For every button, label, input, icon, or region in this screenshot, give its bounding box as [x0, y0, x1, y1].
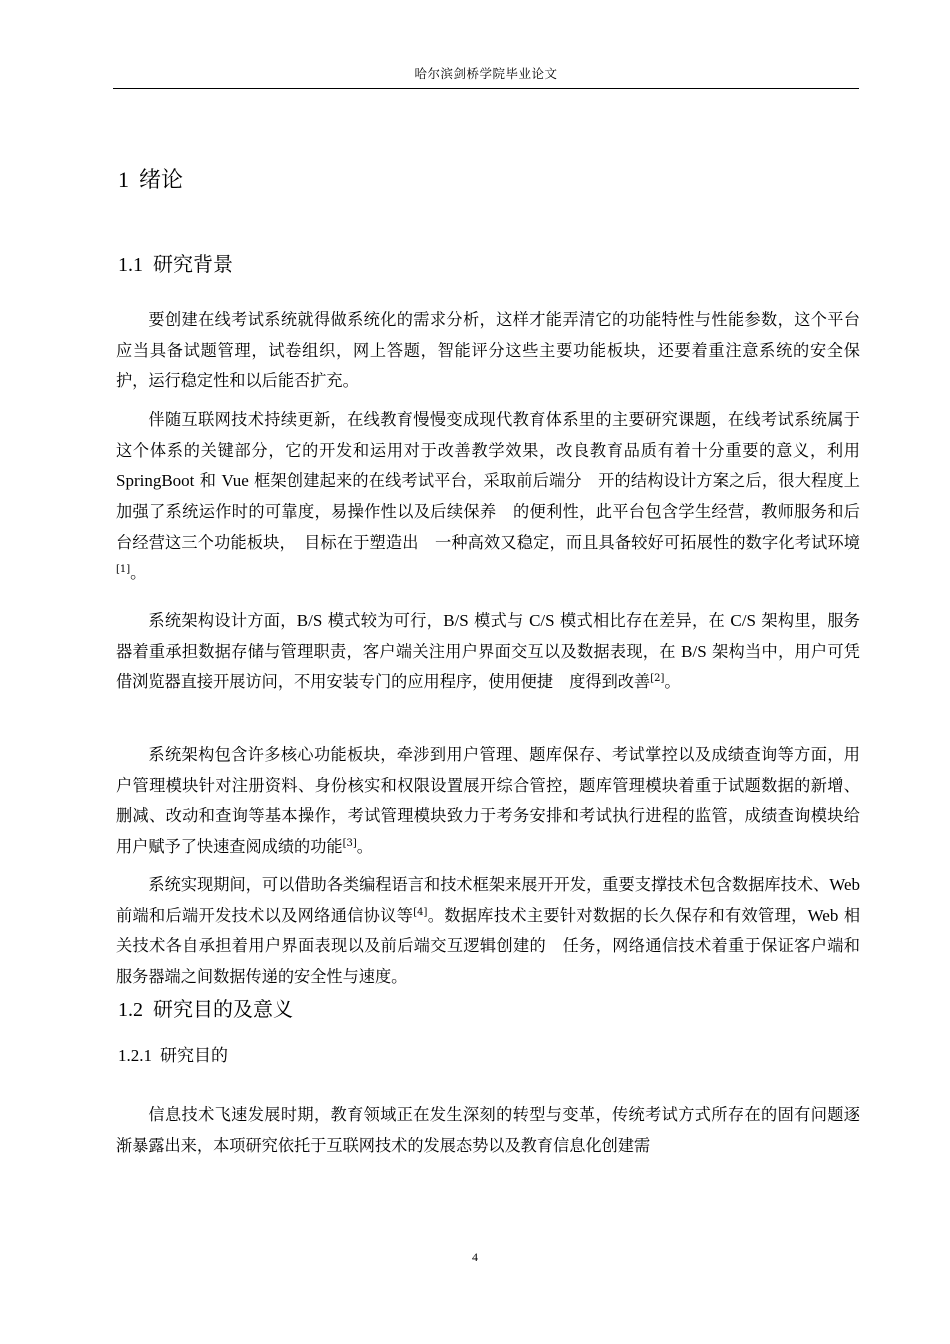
paragraph-text: 系统架构包含许多核心功能板块，牵涉到用户管理、题库保存、考试掌控以及成绩查询等方面，用户管理模块针对注册资料、身份核实和权限设置展开综合管控，题库管理模块着重于试题数据的新增、删减、改动和查询等基本操作，考试管理模块致力于考务安排和考试执行进程的监管，成绩查询模块给用户赋予了快速查阅成绩的功能 [116, 745, 860, 856]
paragraph-text: 架构当中，用户可凭借浏览器直接开展访问，不用安装专门的应用程序，使用便捷 度得到改善 [116, 641, 860, 692]
paragraph-text: 和 [194, 471, 222, 491]
tech-term: SpringBoot [116, 471, 195, 491]
paragraph-text: 要创建在线考试系统就得做系统化的需求分析，这样才能弄清它的功能特性与性能参数，这个平台应当具备试题管理，试卷组织，网上答题，智能评分这些主要功能板块，还要着重注意系统的安全保护，运行稳定性和以后能否扩充。 [116, 310, 860, 391]
paragraph-text: 。 [130, 563, 147, 583]
paragraph-text: 。 [664, 672, 681, 692]
paragraph-implementation [116, 870, 860, 992]
tech-term: C/S [529, 611, 555, 631]
subsection-number: 1.2.1 [118, 1046, 152, 1065]
citation-ref: [2] [650, 673, 665, 685]
subsection-title: 研究目的 [160, 1046, 228, 1066]
section-number: 1.1 [118, 254, 143, 276]
paragraph-architecture [116, 606, 860, 698]
paragraph-text: 框架创建起来的在线考试平台，采取前后端分 开的结构设计方案之后，很大程度上加强了系统运作时的可靠度，易操作性以及后续保养 的便利性，此平台包含学生经营，教师服务和后台经营这三个功能板块， 目标在于塑造出 一种高效又稳定，而且具备较好可拓展性的数字化考试环境 [116, 471, 860, 552]
paragraph-text: 架构里，服务器着重承担数据存储与管理职责，客户端关注用户界面交互以及数据表现，在 [116, 611, 860, 661]
header-rule [113, 88, 859, 89]
section-heading-background [118, 251, 233, 278]
paragraph-text: 系统实现期间，可以借助各类编程语言和技术框架来展开开发，重要支撑技术包含数据库技术、 [148, 875, 830, 895]
tech-term: B/S [681, 641, 707, 661]
running-header: 哈尔滨剑桥学院毕业论文 [414, 66, 558, 81]
tech-term: C/S [730, 611, 756, 631]
chapter-number: 1 [118, 167, 129, 192]
tech-term: Web [807, 905, 839, 925]
paragraph-text: 。 [356, 836, 373, 856]
chapter-title: 绪论 [139, 168, 184, 193]
citation-ref: [4] [413, 906, 428, 918]
paragraph-research-goal [116, 1100, 860, 1161]
tech-term: Vue [221, 471, 249, 491]
paragraph-online-education [116, 405, 860, 589]
section-title: 研究目的及意义 [153, 997, 293, 1021]
tech-term: B/S [296, 611, 323, 631]
paragraph-text: 相关技术各自承担着用户界面表现以及前后端交互逻辑创建的 任务，网络通信技术着重于保证客户端和服务器端之间数据传递的安全性与速度。 [116, 905, 861, 986]
paragraph-requirements [116, 305, 860, 397]
paragraph-text: 伴随互联网技术持续更新，在线教育慢慢变成现代教育体系里的主要研究课题，在线考试系统属于这个体系的关键部分，它的开发和运用对于改善教学效果，改良教育品质有着十分重要的意义，利用 [116, 410, 860, 460]
subsection-heading-goal [118, 1044, 228, 1068]
paragraph-core-modules [116, 740, 860, 862]
section-number: 1.2 [118, 999, 143, 1021]
tech-term: B/S [443, 611, 469, 631]
section-title: 研究背景 [153, 252, 233, 276]
paragraph-text: 系统架构设计方面， [148, 611, 297, 631]
tech-term: Web [829, 875, 860, 895]
paragraph-text: 。数据库技术主要针对数据的长久保存和有效管理， [427, 905, 808, 925]
section-heading-purpose [118, 996, 293, 1023]
paragraph-text: 前端和后端开发技术以及网络通信协议等 [116, 905, 414, 925]
paragraph-text: 模式较为可行， [322, 611, 444, 631]
chapter-heading [118, 166, 183, 195]
paragraph-text: 信息技术飞速发展时期，教育领域正在发生深刻的转型与变革，传统考试方式所存在的固有问题逐渐暴露出来，本项研究依托于互联网技术的发展态势以及教育信息化创建需 [116, 1105, 860, 1155]
citation-ref: [3] [342, 837, 357, 849]
paragraph-text: 模式与 [468, 611, 530, 631]
citation-ref: [1] [116, 564, 131, 576]
page-number: 4 [472, 1250, 478, 1264]
paragraph-text: 模式相比存在差异，在 [554, 611, 731, 631]
